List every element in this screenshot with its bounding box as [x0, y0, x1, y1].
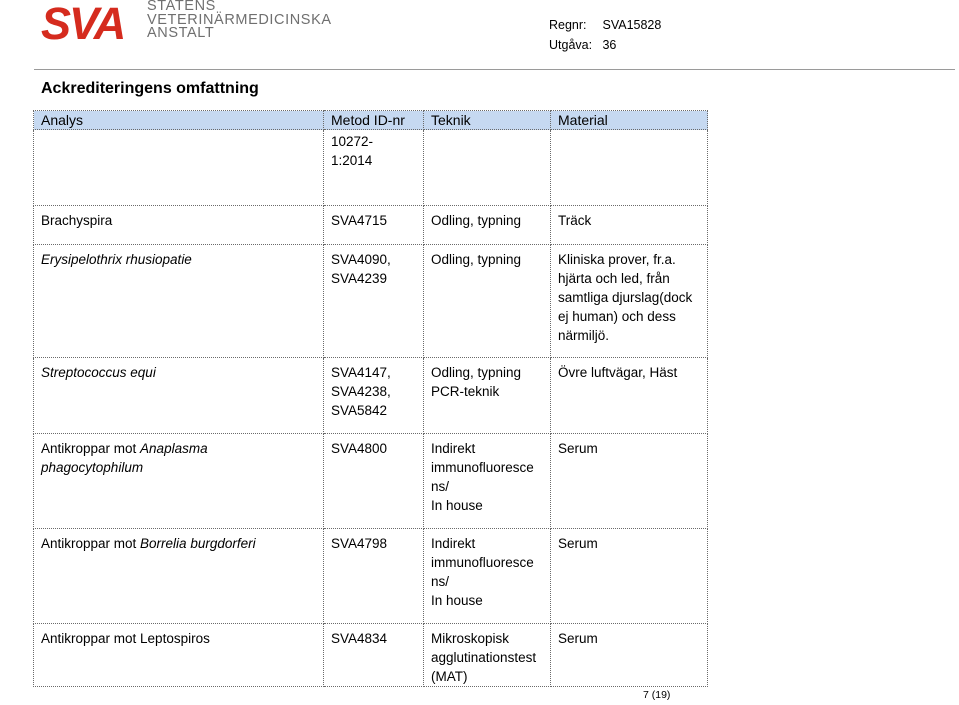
utgava-value: 36 — [602, 38, 617, 52]
analys-text: Antikroppar mot Leptospiros — [41, 631, 210, 646]
logo-line-3: ANSTALT — [147, 25, 215, 41]
analys-text: Brachyspira — [41, 213, 113, 228]
cell-metod-line: SVA4239 — [331, 271, 388, 286]
cell-teknik-line: Mikroskopisk — [431, 631, 510, 646]
column-header-material: Material — [551, 111, 708, 130]
cell-metod — [324, 529, 424, 624]
table-row — [34, 130, 708, 206]
cell-analys — [34, 206, 324, 245]
cell-teknik — [424, 434, 551, 529]
cell-analys — [34, 245, 324, 358]
cell-material-line: Serum — [558, 536, 598, 551]
cell-metod-line: SVA4147, — [331, 365, 391, 380]
cell-material-line: närmiljö. — [558, 328, 610, 343]
cell-material-line: samtliga djurslag(dock — [558, 290, 693, 305]
header-divider — [34, 69, 955, 70]
regnr-value: SVA15828 — [602, 18, 662, 32]
cell-teknik-line: Indirekt — [431, 536, 476, 551]
cell-material — [551, 245, 708, 358]
cell-teknik — [424, 130, 551, 206]
cell-teknik — [424, 358, 551, 434]
table-body — [34, 130, 708, 687]
column-header-analys: Analys — [34, 111, 324, 130]
page-number: 7 (19) — [643, 689, 671, 701]
regnr-label: Regnr: — [549, 18, 587, 32]
cell-teknik — [424, 529, 551, 624]
regnr-row — [549, 15, 661, 35]
cell-material-line: Kliniska prover, fr.a. — [558, 252, 676, 267]
analys-text: phagocytophilum — [41, 460, 144, 475]
cell-material — [551, 358, 708, 434]
cell-material-line: Träck — [558, 213, 592, 228]
logo-line-2: VETERINÄRMEDICINSKA — [147, 11, 332, 28]
document-meta — [549, 15, 661, 55]
cell-teknik-line: Odling, typning — [431, 213, 522, 228]
analys-line — [41, 211, 319, 230]
analys-text: Borrelia burgdorferi — [140, 536, 256, 551]
cell-material — [551, 434, 708, 529]
table-row — [34, 358, 708, 434]
cell-teknik-line: In house — [431, 498, 483, 513]
cell-metod — [324, 434, 424, 529]
cell-metod — [324, 206, 424, 245]
cell-material-line: Serum — [558, 631, 598, 646]
cell-metod — [324, 358, 424, 434]
sva-logo-mark — [41, 0, 141, 44]
analys-text: Antikroppar mot — [41, 536, 141, 551]
analys-line — [41, 534, 319, 553]
analys-text: Streptococcus equi — [41, 365, 156, 380]
cell-metod-line: SVA4090, — [331, 252, 391, 267]
cell-teknik-line: (MAT) — [431, 669, 468, 684]
cell-analys — [34, 624, 324, 687]
cell-teknik-line: agglutinationstest — [431, 650, 537, 665]
accreditation-table — [33, 110, 708, 687]
analys-text: Anaplasma — [140, 441, 208, 456]
cell-material-line: hjärta och led, från — [558, 271, 670, 286]
cell-metod-line: SVA4800 — [331, 441, 388, 456]
table-row — [34, 624, 708, 687]
analys-text: Erysipelothrix rhusiopatie — [41, 252, 192, 267]
logo-brand: SVA — [41, 0, 125, 44]
table-header-row — [34, 111, 708, 130]
cell-material-line: Övre luftvägar, Häst — [558, 365, 678, 380]
cell-teknik-line: immunofluoresce — [431, 555, 534, 570]
cell-metod — [324, 245, 424, 358]
cell-analys — [34, 358, 324, 434]
table-row — [34, 434, 708, 529]
cell-teknik-line: immunofluoresce — [431, 460, 534, 475]
cell-analys — [34, 529, 324, 624]
cell-teknik — [424, 206, 551, 245]
table-row — [34, 245, 708, 358]
cell-metod-line: SVA4798 — [331, 536, 388, 551]
cell-teknik-line: Odling, typning — [431, 252, 522, 267]
analys-line — [41, 439, 319, 458]
cell-metod-line: 1:2014 — [331, 153, 373, 168]
cell-teknik-line: ns/ — [431, 574, 450, 589]
cell-teknik-line: Odling, typning — [431, 365, 522, 380]
cell-material — [551, 206, 708, 245]
cell-metod-line: 10272- — [331, 134, 374, 149]
analys-text: Antikroppar mot — [41, 441, 141, 456]
cell-teknik-line: Indirekt — [431, 441, 476, 456]
cell-teknik-line: PCR-teknik — [431, 384, 500, 399]
page-heading: Ackrediteringens omfattning — [41, 80, 259, 97]
cell-metod — [324, 624, 424, 687]
cell-metod-line: SVA5842 — [331, 403, 388, 418]
cell-metod — [324, 130, 424, 206]
analys-line — [41, 629, 319, 648]
cell-analys — [34, 130, 324, 206]
cell-material — [551, 130, 708, 206]
cell-teknik-line: In house — [431, 593, 483, 608]
utgava-label: Utgåva: — [549, 38, 593, 52]
column-header-teknik: Teknik — [424, 111, 551, 130]
logo-text — [147, 0, 332, 41]
cell-metod-line: SVA4715 — [331, 213, 388, 228]
sva-logo — [41, 0, 332, 44]
cell-teknik — [424, 245, 551, 358]
column-header-metod: Metod ID-nr — [324, 111, 424, 130]
utgava-row — [549, 35, 661, 55]
cell-material — [551, 624, 708, 687]
cell-teknik — [424, 624, 551, 687]
cell-metod-line: SVA4238, — [331, 384, 391, 399]
analys-line — [41, 363, 319, 382]
analys-line — [41, 250, 319, 269]
cell-analys — [34, 434, 324, 529]
analys-line — [41, 458, 319, 477]
cell-material — [551, 529, 708, 624]
cell-metod-line: SVA4834 — [331, 631, 388, 646]
logo-line-1: STATENS — [147, 0, 216, 14]
cell-material-line: ej human) och dess — [558, 309, 676, 324]
table-row — [34, 529, 708, 624]
table-row — [34, 206, 708, 245]
cell-material-line: Serum — [558, 441, 598, 456]
cell-teknik-line: ns/ — [431, 479, 450, 494]
